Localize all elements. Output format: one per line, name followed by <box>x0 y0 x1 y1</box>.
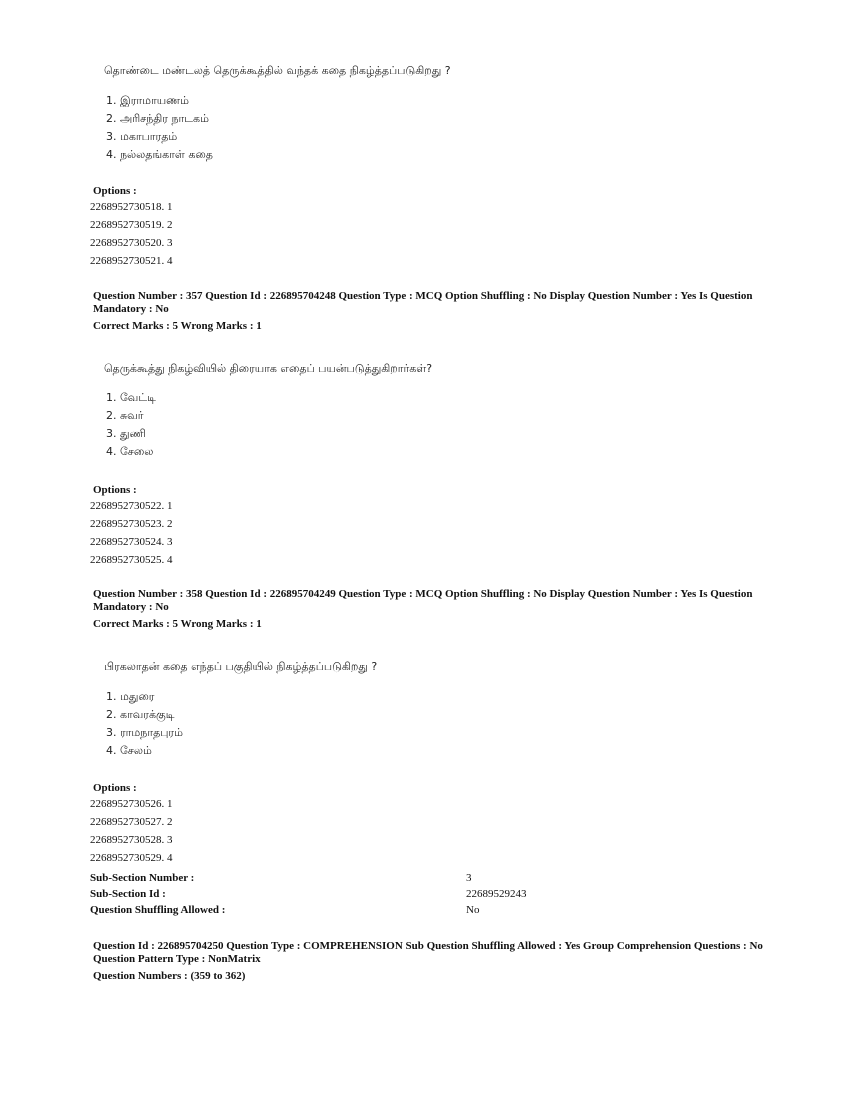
shuffle-label: Question Shuffling Allowed : <box>90 904 226 916</box>
question-text: பிரகலாதன் கதை எந்தப் பகுதியில் நிகழ்த்தப்படுகிறது ? <box>104 660 378 673</box>
option-code: 2268952730528. 3 <box>90 834 173 846</box>
options-label: Options : <box>93 484 137 496</box>
marks-line: Correct Marks : 5 Wrong Marks : 1 <box>93 320 262 332</box>
option-code: 2268952730522. 1 <box>90 500 173 512</box>
option-code: 2268952730525. 4 <box>90 554 173 566</box>
option-codes <box>90 201 173 273</box>
marks-line: Correct Marks : 5 Wrong Marks : 1 <box>93 618 262 630</box>
option-code: 2268952730524. 3 <box>90 536 173 548</box>
question-numbers: Question Numbers : (359 to 362) <box>93 970 246 982</box>
options-label: Options : <box>93 782 137 794</box>
option-code: 2268952730529. 4 <box>90 852 173 864</box>
option-item: 4. சேலை <box>106 445 154 458</box>
option-code: 2268952730527. 2 <box>90 816 173 828</box>
option-code: 2268952730521. 4 <box>90 255 173 267</box>
option-list <box>106 92 213 164</box>
subsection-id-value: 22689529243 <box>466 888 527 900</box>
subsection-id-label: Sub-Section Id : <box>90 888 166 900</box>
option-item: 3. ராமநாதபுரம் <box>106 726 183 739</box>
question-meta: Question Number : 357 Question Id : 226895704248 Question Type : MCQ Option Shuffling : No Display Question Number : Yes Is Question Mandatory : No <box>93 290 753 315</box>
options-label: Options : <box>93 185 137 197</box>
option-item: 3. துணி <box>106 427 146 440</box>
shuffle-value: No <box>466 904 480 916</box>
option-item: 2. காவரக்குடி <box>106 708 175 721</box>
option-code: 2268952730523. 2 <box>90 518 173 530</box>
question-text: தெருக்கூத்து நிகழ்வியில் திரையாக எதைப் பயன்படுத்துகிறார்கள்? <box>104 362 433 375</box>
option-item: 3. மகாபாரதம் <box>106 130 178 143</box>
option-item: 2. அரிசந்திர நாடகம் <box>106 112 209 125</box>
option-item: 4. சேலம் <box>106 744 152 757</box>
option-list <box>106 688 183 760</box>
option-item: 1. இராமாயணம் <box>106 94 189 107</box>
option-codes <box>90 798 173 870</box>
question-text: தொண்டை மண்டலத் தெருக்கூத்தில் வந்தக் கதை நிகழ்த்தப்படுகிறது ? <box>104 64 451 77</box>
question-meta: Question Number : 358 Question Id : 226895704249 Question Type : MCQ Option Shuffling : No Display Question Number : Yes Is Question Mandatory : No <box>93 588 753 613</box>
option-item: 1. வேட்டி <box>106 391 156 404</box>
comprehension-meta: Question Id : 226895704250 Question Type : COMPREHENSION Sub Question Shuffling Allowed : Yes Group Comprehension Questions : No Question Pattern Type : NonMatrix <box>93 940 763 965</box>
option-code: 2268952730526. 1 <box>90 798 173 810</box>
option-list <box>106 389 156 461</box>
subsection-number-value: 3 <box>466 872 472 884</box>
subsection-number-label: Sub-Section Number : <box>90 872 195 884</box>
option-code: 2268952730520. 3 <box>90 237 173 249</box>
option-code: 2268952730518. 1 <box>90 201 173 213</box>
option-item: 2. சுவர் <box>106 409 144 422</box>
option-item: 1. மதுரை <box>106 690 155 703</box>
option-codes <box>90 500 173 572</box>
option-code: 2268952730519. 2 <box>90 219 173 231</box>
option-item: 4. நல்லதங்காள் கதை <box>106 148 213 161</box>
